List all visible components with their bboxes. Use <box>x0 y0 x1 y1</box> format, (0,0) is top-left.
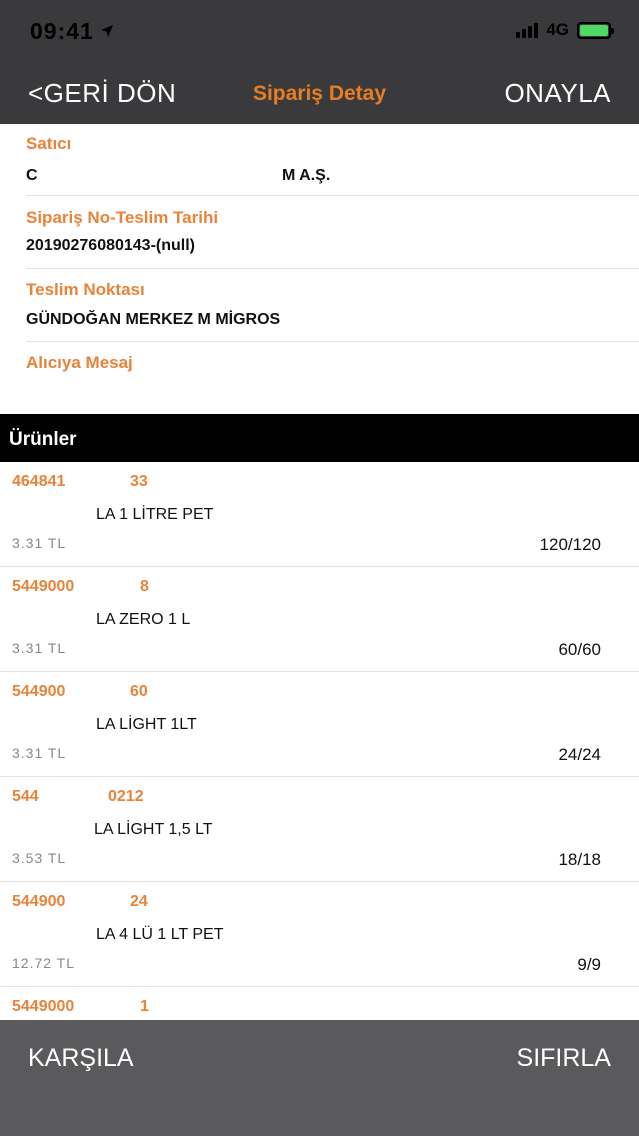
status-indicators <box>516 20 611 40</box>
product-code-b: 33 <box>130 473 148 490</box>
reset-button[interactable]: SIFIRLA <box>516 1044 611 1072</box>
status-time-group <box>30 14 114 48</box>
product-code-b: 1 <box>140 998 149 1015</box>
seller-field <box>26 124 639 196</box>
product-price: 3.53 TL <box>12 850 67 866</box>
product-name: LA LİGHT 1LT <box>96 716 197 733</box>
signal-bars-icon <box>516 22 538 38</box>
products-section-title: Ürünler <box>9 429 77 450</box>
product-code-a: 544 <box>12 788 39 805</box>
product-price: 3.31 TL <box>12 535 67 551</box>
product-quantity: 9/9 <box>577 955 601 974</box>
order-number-label: Sipariş No-Teslim Tarihi <box>26 208 219 227</box>
product-price: 3.31 TL <box>12 640 67 656</box>
seller-value-start: C <box>26 167 38 184</box>
product-name: LA 1 LİTRE PET <box>96 506 214 523</box>
product-code-a: 464841 <box>12 473 66 490</box>
list-item[interactable] <box>0 987 639 1022</box>
product-price: 3.31 TL <box>12 745 67 761</box>
confirm-button[interactable]: ONAYLA <box>504 78 611 108</box>
product-quantity: 24/24 <box>558 745 601 764</box>
product-code-a: 5449000 <box>12 998 75 1015</box>
product-code-b: 8 <box>140 578 149 595</box>
delivery-point-field <box>26 269 639 342</box>
battery-charging-icon <box>577 22 611 39</box>
recipient-message-label: Alıcıya Mesaj <box>26 353 133 372</box>
list-item[interactable] <box>0 672 639 777</box>
product-name: LA ZERO 1 L <box>96 611 191 628</box>
list-item[interactable] <box>0 567 639 672</box>
back-button[interactable]: <GERİ DÖN <box>28 78 177 108</box>
product-code-a: 544900 <box>12 683 66 700</box>
navigation-bar <box>0 62 639 124</box>
product-code-b: 24 <box>130 893 148 910</box>
product-code-a: 5449000 <box>12 578 75 595</box>
receive-button[interactable]: KARŞILA <box>28 1044 134 1072</box>
product-name: LA 4 LÜ 1 LT PET <box>96 926 224 943</box>
product-name: LA LİGHT 1,5 LT <box>94 821 213 838</box>
product-quantity: 120/120 <box>539 535 601 554</box>
products-section-header <box>0 414 639 462</box>
delivery-point-label: Teslim Noktası <box>26 280 145 299</box>
product-code-b: 60 <box>130 683 148 700</box>
order-number-value: 20190276080143-(null) <box>26 237 195 254</box>
status-bar <box>0 0 639 62</box>
network-type: 4G <box>546 20 569 39</box>
product-list[interactable] <box>0 462 639 1022</box>
product-price: 12.72 TL <box>12 955 76 971</box>
seller-label: Satıcı <box>26 134 72 153</box>
product-code-a: 544900 <box>12 893 66 910</box>
list-item[interactable] <box>0 462 639 567</box>
order-number-field <box>26 196 639 269</box>
order-info <box>0 124 639 414</box>
location-arrow-icon <box>100 24 114 38</box>
bottom-action-bar <box>0 1020 639 1136</box>
delivery-point-value: GÜNDOĞAN MERKEZ M MİGROS <box>26 311 281 328</box>
list-item[interactable] <box>0 882 639 987</box>
product-code-b: 0212 <box>108 788 144 805</box>
status-time: 09:41 <box>30 17 94 44</box>
recipient-message-field[interactable] <box>26 342 639 414</box>
product-quantity: 18/18 <box>558 850 601 869</box>
seller-value-end: M A.Ş. <box>282 167 331 184</box>
product-quantity: 60/60 <box>558 640 601 659</box>
list-item[interactable] <box>0 777 639 882</box>
page-title: Sipariş Detay <box>252 82 387 105</box>
